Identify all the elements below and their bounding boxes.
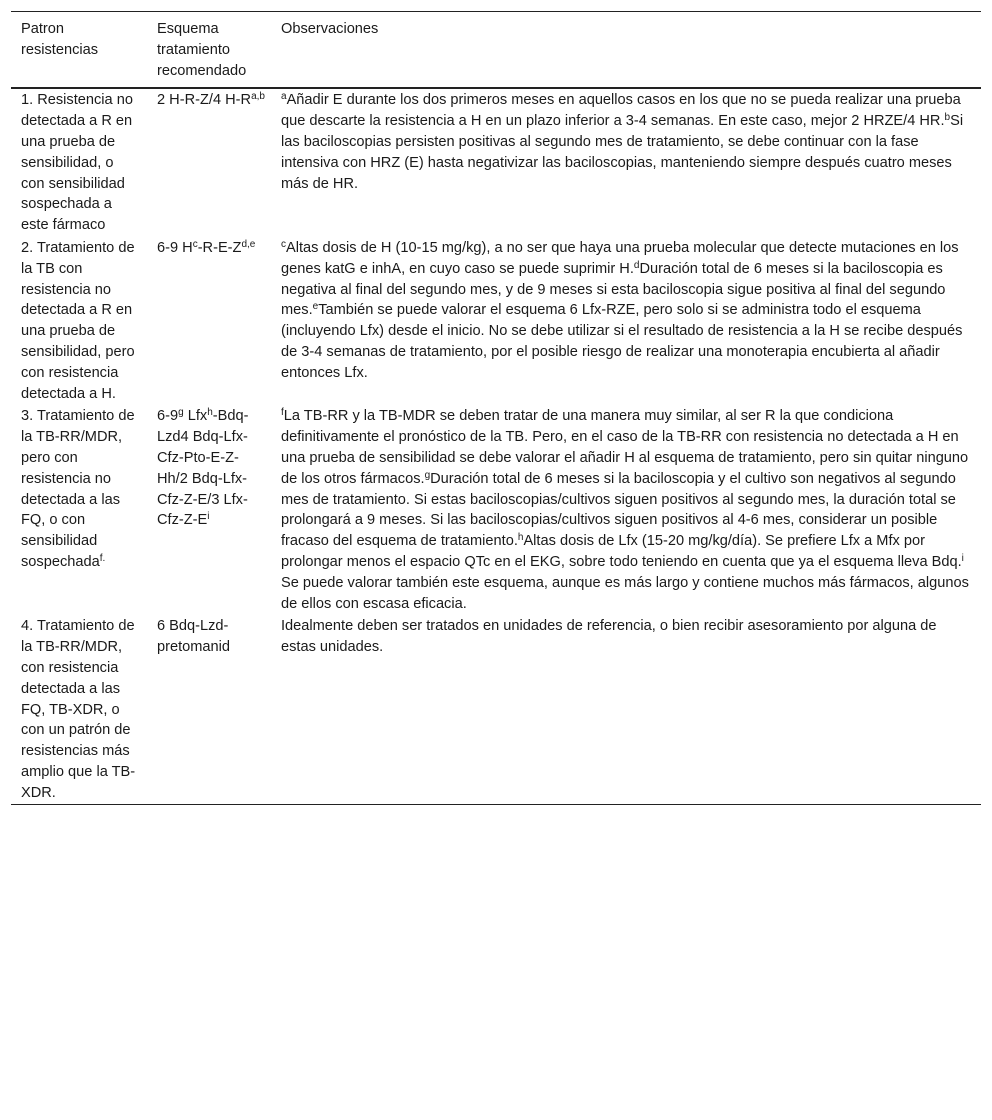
footnote-marker: c xyxy=(281,238,286,250)
cell-text: Altas dosis de H (10-15 mg/kg), a no ser que haya una prueba molecular que detecte mutaciones en los genes katG e inhA, en cuyo caso se puede suprimir H. xyxy=(281,239,959,277)
scheme-cell xyxy=(147,615,271,805)
cell-text: 2. Tratamiento de la TB con resistencia no detectada a R en una prueba de sensibilidad, pero con resistencia detectada a H. xyxy=(21,239,135,402)
cell-text: 6-9 H xyxy=(157,239,193,256)
cell-text: La TB-RR y la TB-MDR se deben tratar de una manera muy similar, al ser R la que condiciona definitivamente el pronóstico de la TB. Pero, en el caso de la TB-RR con resistencia no detectada a H en una prueba de sensibilidad se debe valorar el añadir H al esquema de tratamiento, pero sin quitar ninguno de los otros fármacos. xyxy=(281,408,969,487)
scheme-cell xyxy=(147,405,271,615)
footnote-marker: f. xyxy=(99,552,106,564)
footnote-marker: a,b xyxy=(251,91,265,103)
cell-text: Lfx xyxy=(183,408,208,425)
table-row xyxy=(11,88,981,237)
footnote-marker: d,e xyxy=(241,238,256,250)
header-row xyxy=(11,12,981,89)
pattern-cell xyxy=(11,615,147,805)
cell-text: 2 H-R-Z/4 H-R xyxy=(157,92,252,109)
footnote-marker: a xyxy=(281,91,287,103)
cell-text: Duración total de 6 meses si la baciloscopia es negativa al final del segundo mes, y de 9 meses si esta baciloscopia sigue positiva al final del segundo mes. xyxy=(281,260,946,319)
cell-text: 6-9 xyxy=(157,408,179,425)
footnote-marker: h xyxy=(517,532,524,544)
table-header xyxy=(11,12,981,89)
cell-text: Idealmente deben ser tratados en unidades de referencia, o bien recibir asesoramiento por alguna de estas unidades. xyxy=(281,618,937,656)
table-row xyxy=(11,615,981,805)
cell-text: -R-E-Z xyxy=(197,239,242,256)
notes-cell xyxy=(271,88,981,237)
table-body xyxy=(11,88,981,805)
header-pattern: Patron resistencias xyxy=(21,21,99,58)
cell-text: Se puede valorar también este esquema, aunque es más largo y contiene muchos más fármacos, algunos de ellos con escasa eficacia. xyxy=(281,574,969,612)
notes-cell xyxy=(271,405,981,615)
footnote-marker: g xyxy=(424,469,431,481)
table-row xyxy=(11,237,981,405)
cell-text: Si las baciloscopias persisten positivas al segundo mes de tratamiento, se debe continuar con la fase intensiva con HRZ (E) hasta negativizar las baciloscopias, manteniendo siempre después cuatro meses más de HR. xyxy=(281,113,964,192)
header-scheme: Esquema tratamiento recomendado xyxy=(157,21,247,79)
cell-text: 3. Tratamiento de la TB-RR/MDR, pero con resistencia no detectada a las FQ, o con sensibilidad sospechada xyxy=(21,408,135,570)
footnote-marker: c xyxy=(192,238,198,250)
notes-cell xyxy=(271,237,981,405)
treatment-table-wrapper xyxy=(11,11,981,805)
footnote-marker: f xyxy=(281,407,284,419)
scheme-cell xyxy=(147,237,271,405)
cell-text: Altas dosis de Lfx (15-20 mg/kg/día). Se prefiere Lfx a Mfx por prolongar menos el espacio QTc en el EKG, sobre todo teniendo en cuenta que ya el esquema lleva Bdq. xyxy=(281,533,962,570)
footnote-marker: i xyxy=(961,552,964,564)
pattern-cell xyxy=(11,237,147,405)
treatment-table xyxy=(11,11,981,805)
footnote-marker: h xyxy=(207,407,213,419)
table-row xyxy=(11,405,981,615)
cell-text: También se puede valorar el esquema 6 Lfx-RZE, pero solo si se administra todo el esquema (incluyendo Lfx) desde el inicio. No se debe utilizar si el resultado de resistencia a la H se recibe después de 3-4 semanas de tratamiento, por el posible riesgo de realizar una monoterapia encubierta al añadir entonces Lfx. xyxy=(281,302,963,381)
notes-cell xyxy=(271,615,981,805)
cell-text: Añadir E durante los dos primeros meses en aquellos casos en los que no se pueda realizar una prueba que descarte la resistencia a H en un plazo inferior a 3-4 semanas. En este caso, mejor 2 HRZE/4 HR. xyxy=(281,92,961,130)
footnote-marker: d xyxy=(633,259,640,271)
cell-text: Duración total de 6 meses si la baciloscopia y el cultivo son negativos al segundo mes de tratamiento. Si estas baciloscopias/cultivos siguen positivos al segundo mes, la duración total se prolongará a 9 meses. Si las baciloscopias/cultivos siguen positivos al 4-6 mes, considerar un posible fracaso del esquema de tratamiento. xyxy=(281,470,956,550)
footnote-marker: i xyxy=(207,511,210,523)
scheme-cell xyxy=(147,88,271,237)
cell-text: -Bdq-Lzd4 Bdq-Lfx-Cfz-Pto-E-Z-Hh/2 Bdq-Lfx-Cfz-Z-E/3 Lfx-Cfz-Z-E xyxy=(157,408,249,529)
pattern-cell xyxy=(11,88,147,237)
footnote-marker: e xyxy=(312,301,319,313)
header-notes: Observaciones xyxy=(281,21,379,37)
footnote-marker: g xyxy=(178,407,184,419)
cell-text: 4. Tratamiento de la TB-RR/MDR, con resistencia detectada a las FQ, TB-XDR, o con un patrón de resistencias más amplio que la TB-XDR. xyxy=(21,618,136,801)
cell-text: 6 Bdq-Lzd-pretomanid xyxy=(157,618,231,656)
pattern-cell xyxy=(11,405,147,615)
footnote-marker: b xyxy=(944,112,951,124)
cell-text: 1. Resistencia no detectada a R en una prueba de sensibilidad, o con sensibilidad sospechada a este fármaco xyxy=(21,92,133,234)
